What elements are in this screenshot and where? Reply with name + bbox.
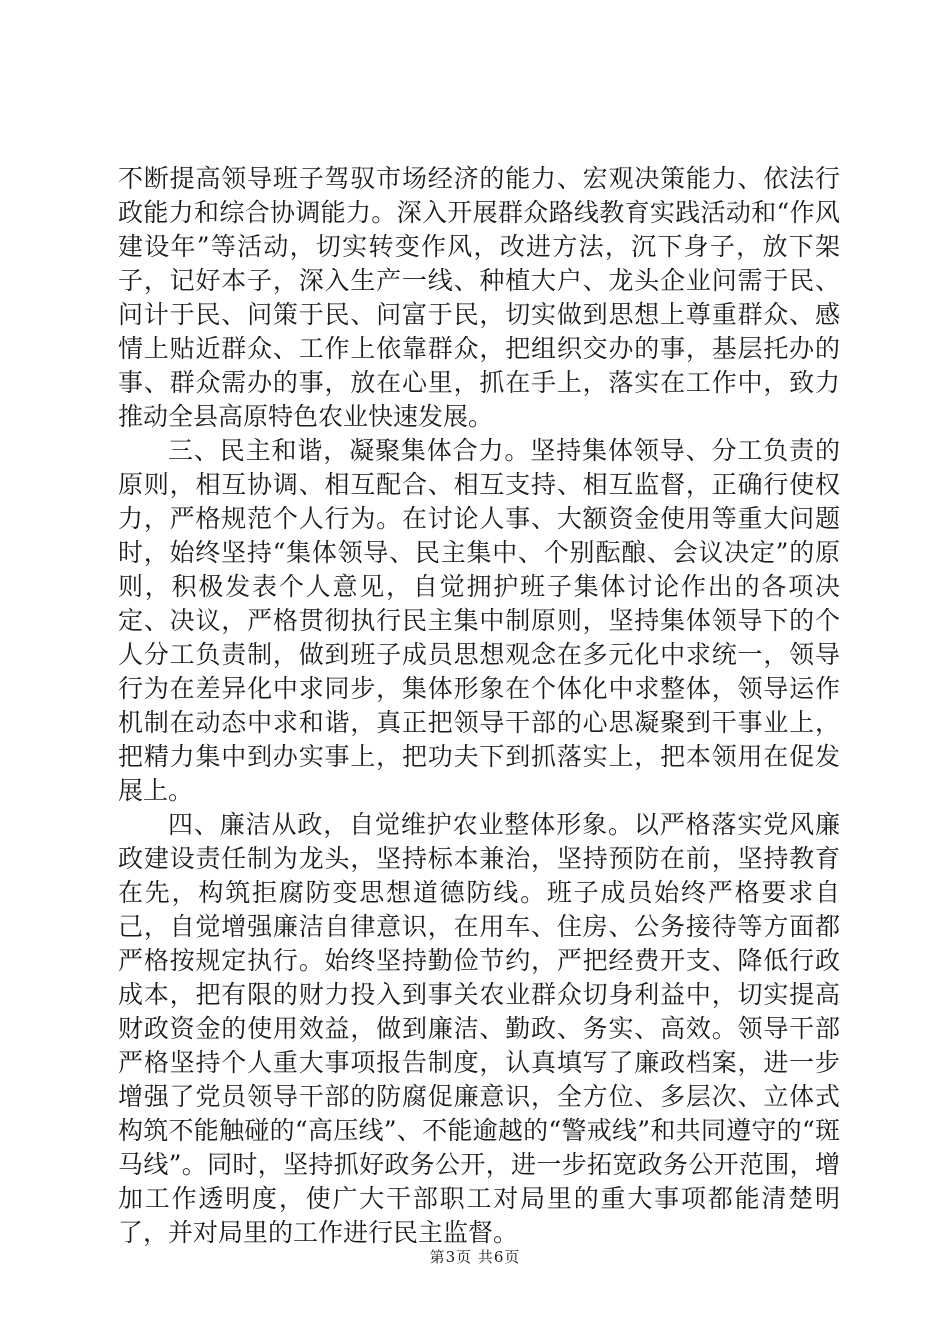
document-body: [118, 162, 840, 1250]
page-footer: 第3页 共6页: [429, 1248, 521, 1266]
paragraph-section-three: 三、民主和谐，凝聚集体合力。坚持集体领导、分工负责的原则，相互协调、相互配合、相互支持、相互监督，正确行使权力，严格规范个人行为。在讨论人事、大额资金使用等重大问题时，始终坚持“集体领导、民主集中、个别酝酿、会议决定”的原则，积极发表个人意见，自觉拥护班子集体讨论作出的各项决定、决议，严格贯彻执行民主集中制原则，坚持集体领导下的个人分工负责制，做到班子成员思想观念在多元化中求统一，领导行为在差异化中求同步，集体形象在个体化中求整体，领导运作机制在动态中求和谐，真正把领导干部的心思凝聚到干事业上，把精力集中到办实事上，把功夫下到抓落实上，把本领用在促发展上。: [118, 436, 840, 805]
paragraph-section-four: 四、廉洁从政，自觉维护农业整体形象。以严格落实党风廉政建设责任制为龙头，坚持标本兼治，坚持预防在前，坚持教育在先，构筑拒腐防变思想道德防线。班子成员始终严格要求自己，自觉增强廉洁自律意识，在用车、住房、公务接待等方面都严格按规定执行。始终坚持勤俭节约，严把经费开支、降低行政成本，把有限的财力投入到事关农业群众切身利益中，切实提高财政资金的使用效益，做到廉洁、勤政、务实、高效。领导干部严格坚持个人重大事项报告制度，认真填写了廉政档案，进一步增强了党员领导干部的防腐促廉意识，全方位、多层次、立体式构筑不能触碰的“高压线”、不能逾越的“警戒线”和共同遵守的“斑马线”。同时，坚持抓好政务公开，进一步拓宽政务公开范围，增加工作透明度，使广大干部职工对局里的重大事项都能清楚明了，并对局里的工作进行民主监督。: [118, 810, 840, 1247]
paragraph-continuation: 不断提高领导班子驾驭市场经济的能力、宏观决策能力、依法行政能力和综合协调能力。深入开展群众路线教育实践活动和“作风建设年”等活动，切实转变作风，改进方法，沉下身子，放下架子，记好本子，深入生产一线、种植大户、龙头企业问需于民、问计于民、问策于民、问富于民，切实做到思想上尊重群众、感情上贴近群众、工作上依靠群众，把组织交办的事，基层托办的事、群众需办的事，放在心里，抓在手上，落实在工作中，致力推动全县高原特色农业快速发展。: [118, 164, 840, 431]
